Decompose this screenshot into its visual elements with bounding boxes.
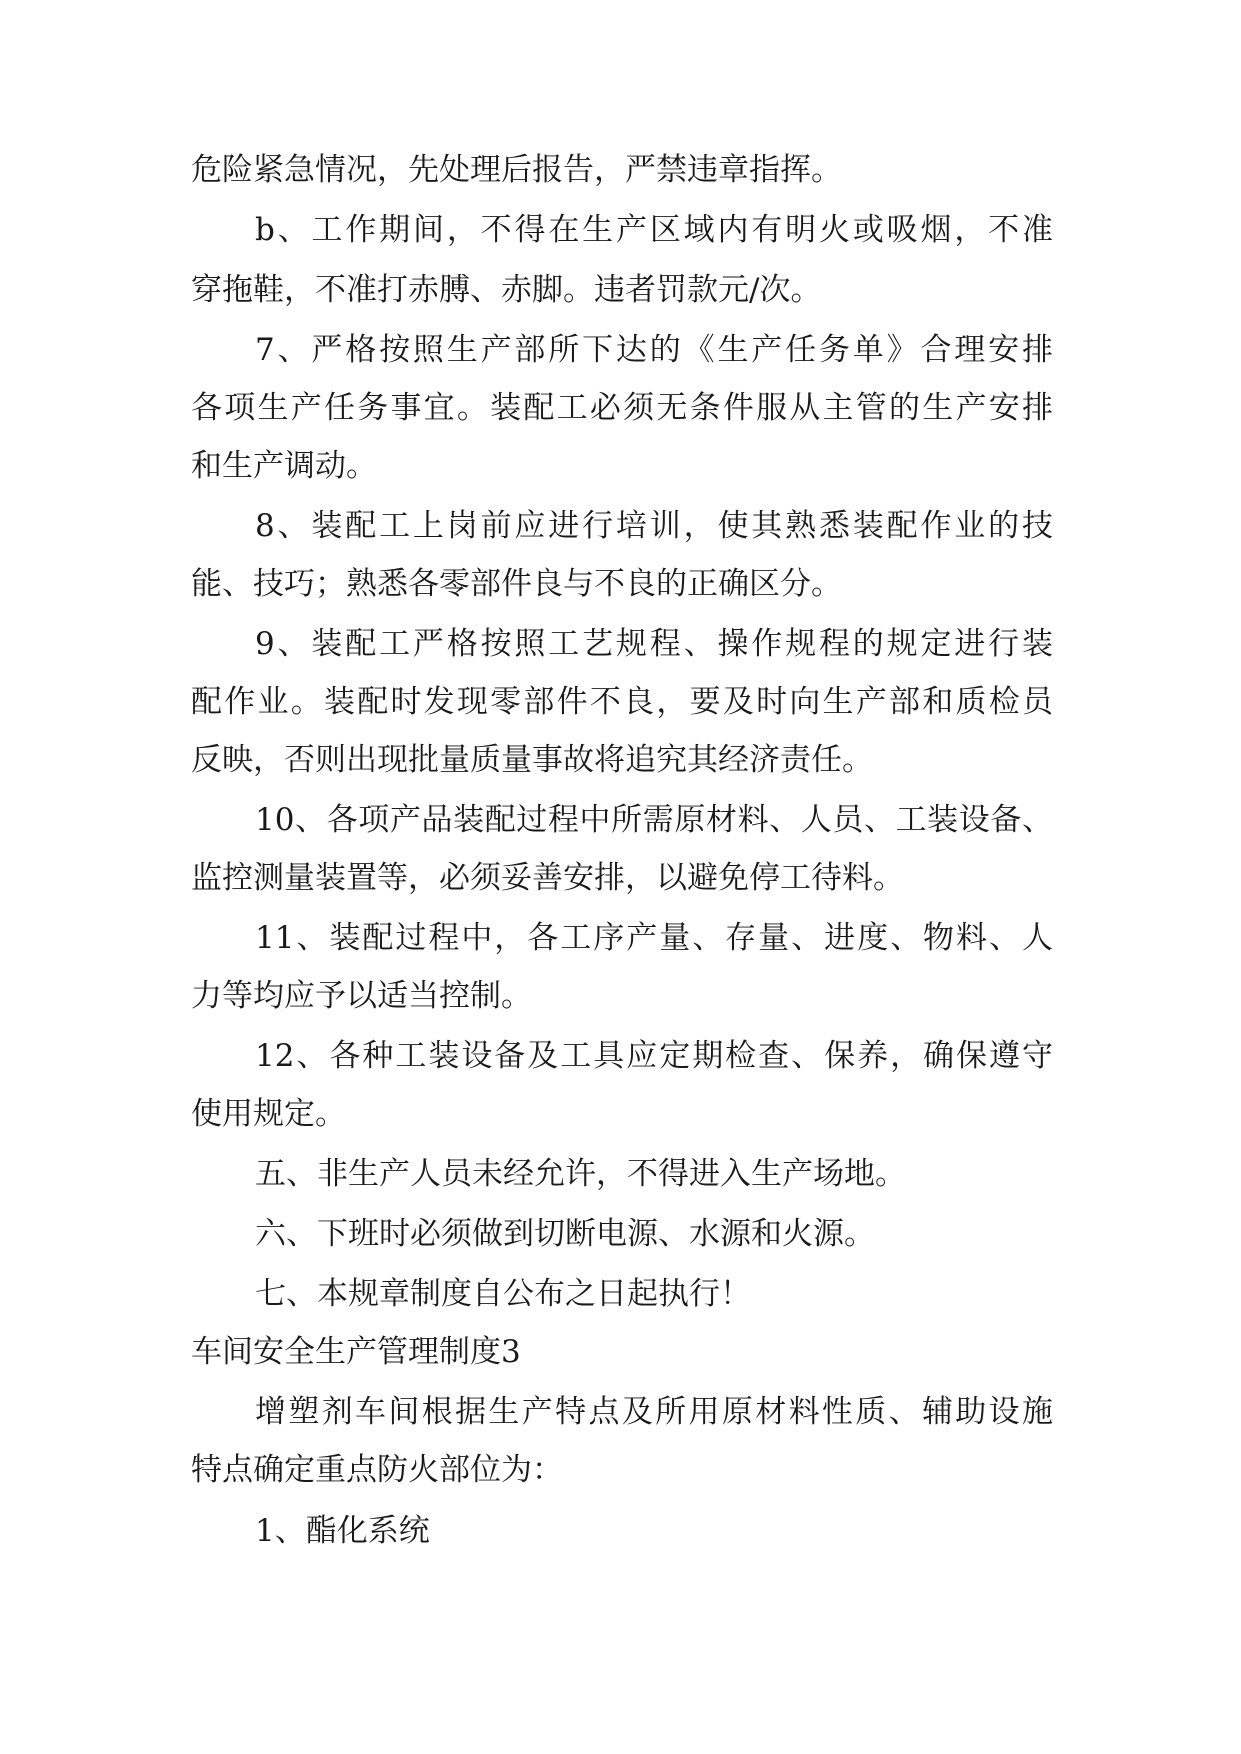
section-heading: 车间安全生产管理制度3 <box>191 1334 521 1370</box>
text-line: 12、各种工装设备及工具应定期检查、保养，确保遵守 <box>255 1038 1053 1074</box>
text-line: 7、严格按照生产部所下达的《生产任务单》合理安排 <box>255 332 1053 368</box>
text-line: 特点确定重点防火部位为： <box>191 1452 563 1488</box>
text-line: 11、装配过程中，各工序产量、存量、进度、物料、人 <box>255 920 1053 956</box>
text-line: 能、技巧；熟悉各零部件良与不良的正确区分。 <box>191 566 842 602</box>
text-line: 六、下班时必须做到切断电源、水源和火源。 <box>255 1216 875 1252</box>
text-line: 危险紧急情况，先处理后报告，严禁违章指挥。 <box>191 152 842 188</box>
text-line: 反映，否则出现批量质量事故将追究其经济责任。 <box>191 742 873 778</box>
text-line: 穿拖鞋，不准打赤膊、赤脚。违者罚款元/次。 <box>191 272 822 308</box>
list-item: 1、酯化系统 <box>255 1513 430 1549</box>
text-line: b、工作期间，不得在生产区域内有明火或吸烟，不准 <box>255 212 1053 248</box>
text-line: 力等均应予以适当控制。 <box>191 978 532 1014</box>
text-line: 9、装配工严格按照工艺规程、操作规程的规定进行装 <box>255 626 1053 662</box>
text-line: 8、装配工上岗前应进行培训，使其熟悉装配作业的技 <box>255 508 1053 544</box>
text-line: 配作业。装配时发现零部件不良，要及时向生产部和质检员 <box>191 684 1053 720</box>
document-page <box>191 150 1053 1551</box>
text-line: 增塑剂车间根据生产特点及所用原材料性质、辅助设施 <box>255 1394 1053 1430</box>
text-line: 七、本规章制度自公布之日起执行！ <box>255 1276 751 1312</box>
text-line: 10、各项产品装配过程中所需原材料、人员、工装设备、 <box>255 802 1053 838</box>
text-line: 和生产调动。 <box>191 448 377 484</box>
text-line: 使用规定。 <box>191 1096 346 1132</box>
text-line: 监控测量装置等，必须妥善安排，以避免停工待料。 <box>191 860 904 896</box>
text-line: 各项生产任务事宜。装配工必须无条件服从主管的生产安排 <box>191 390 1053 426</box>
text-line: 五、非生产人员未经允许，不得进入生产场地。 <box>255 1156 906 1192</box>
